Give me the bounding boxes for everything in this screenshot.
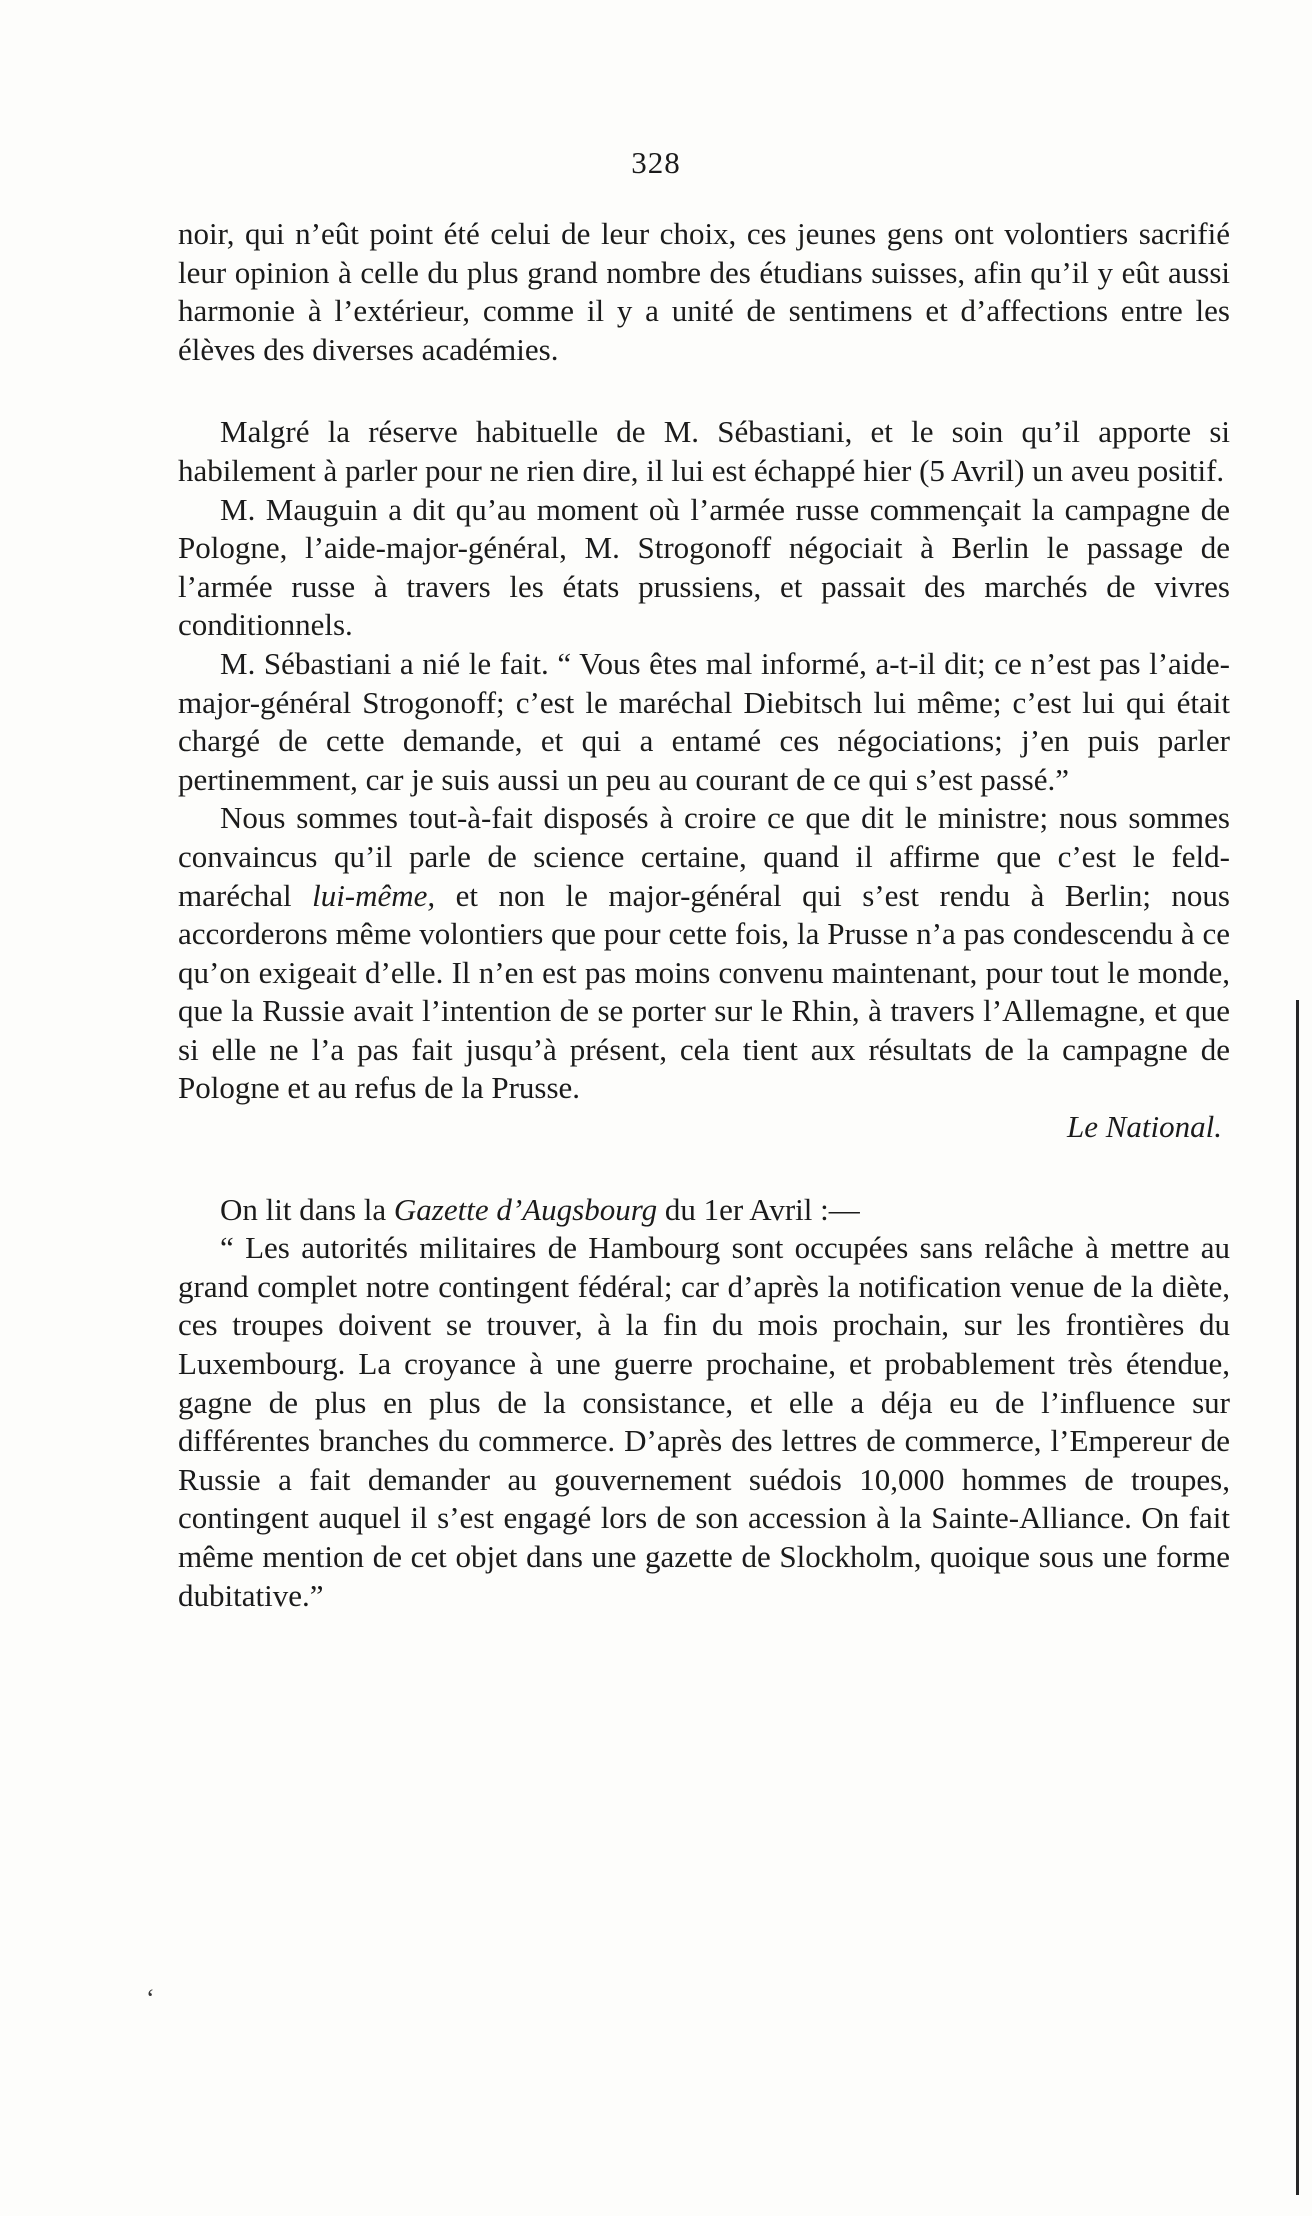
page-text xyxy=(178,215,1230,1615)
paragraph-sebastiani-reserve: Malgré la réserve habituelle de M. Sébastiani, et le soin qu’il apporte si habilement à parler pour ne rien dire, il lui est échappé hier (5 Avril) un aveu positif. xyxy=(178,414,1230,488)
margin-mark: ‘ xyxy=(146,1984,155,2013)
gazette-intro-after: du 1er Avril :— xyxy=(657,1191,860,1227)
signature-le-national: Le National. xyxy=(1066,1109,1222,1145)
gazette-intro-before: On lit dans la xyxy=(220,1191,394,1227)
gazette-title: Gazette d’Augsbourg xyxy=(393,1191,658,1227)
paragraph-students: noir, qui n’eût point été celui de leur choix, ces jeunes gens ont volontiers sacrifié leur opinion à celle du plus grand nombre des étudians suisses, afin qu’il y eût aussi harmonie à l’extérieur, comme il y a unité de sentimens et d’affections entre les élèves des diverses académies. xyxy=(178,216,1230,367)
commentary-text-before: Nous sommes tout-à-fait disposés à croire ce que dit le ministre; nous sommes convaincus qu’il parle de science certaine, quand il affirme que c’est le feld-maréchal xyxy=(178,800,1230,913)
paragraph-national-commentary xyxy=(178,799,1230,1108)
paragraph-mauguin: M. Mauguin a dit qu’au moment où l’armée russe commençait la campagne de Pologne, l’aide-major-général, M. Strogonoff négociait à Berlin le passage de l’armée russe à travers les états prussiens, et passait des marchés de vivres conditionnels. xyxy=(178,491,1230,643)
page-number: 328 xyxy=(631,145,681,180)
paragraph-gazette-quote: “ Les autorités militaires de Hambourg sont occupées sans relâche à mettre au grand complet notre contingent fédéral; car d’après la notification venue de la diète, ces troupes doivent se trouver, à la fin du mois prochain, sur les frontières du Luxembourg. La croyance à une guerre prochaine, et probablement très étendue, gagne de plus en plus de la consistance, et elle a déja eu de l’influence sur différentes branches du commerce. D’après des lettres de commerce, l’Empereur de Russie a fait demander au gouvernement suédois 10,000 hommes de troupes, contingent auquel il s’est engagé lors de son accession à la Sainte-Alliance. On fait même mention de cet objet dans une gazette de Slockholm, quoique sous une forme dubitative.” xyxy=(178,1230,1230,1613)
page-edge-rule xyxy=(1296,1000,1299,2195)
paragraph-gazette-intro xyxy=(178,1191,1230,1230)
commentary-text-after: et non le major-général qui s’est rendu à Berlin; nous accorderons même volontiers que pour cette fois, la Prusse n’a pas condescendu à ce qu’on exigeait d’elle. Il n’en est pas moins convenu maintenant, pour tout le monde, que la Russie avait l’intention de se porter sur le Rhin, à travers l’Allemagne, et que si elle ne l’a pas fait jusqu’à présent, cela tient aux résultats de la campagne de Pologne et au refus de la Prusse. xyxy=(178,877,1230,1106)
commentary-emphasis: lui-même, xyxy=(312,877,436,913)
paragraph-sebastiani-denial: M. Sébastiani a nié le fait. “ Vous êtes mal informé, a-t-il dit; ce n’est pas l’aide-major-général Strogonoff; c’est le maréchal Diebitsch lui même; c’est lui qui était chargé de cette demande, et qui a entamé ces négociations; j’en puis parler pertinemment, car je suis aussi un peu au courant de ce qui s’est passé.” xyxy=(178,645,1230,797)
